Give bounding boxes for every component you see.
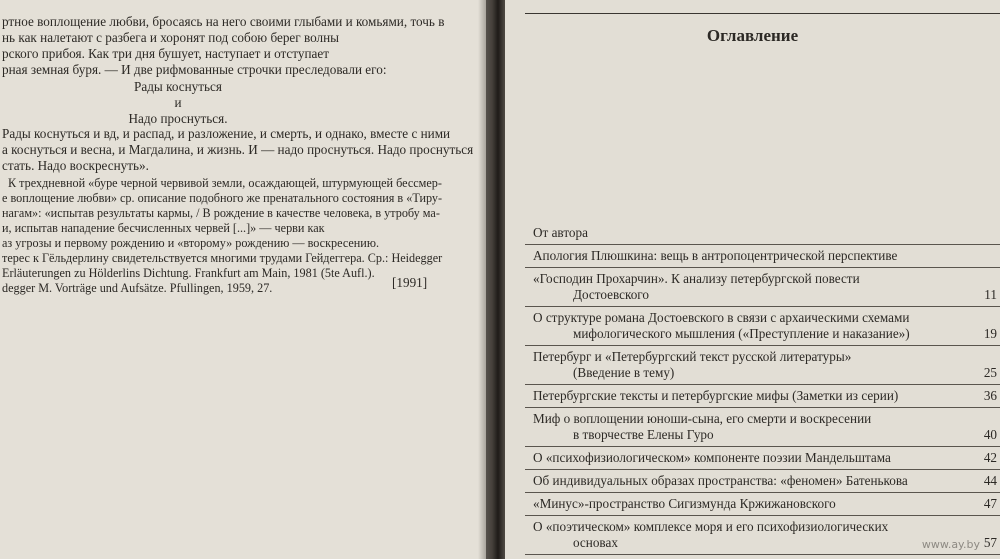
footnote-line: аз угрозы и первому рождению и «второму» рождению — воскресению. [2,236,379,250]
footnote-line: Erläuterungen zu Hölderlins Dichtung. Frankfurt am Main, 1981 (5te Aufl.). [2,266,375,280]
right-page [505,0,1000,559]
toc-entry-title: «Господин Прохарчин». К анализу петербургской повести [533,271,860,286]
toc-entry [525,385,1000,408]
toc-entry-title: Об индивидуальных образах пространства: «феномен» Батенькова [533,473,908,488]
toc-entry [525,346,1000,385]
left-page [0,0,486,559]
text-line: Рады коснуться и вд, и распад, и разложение, и смерть, и однако, вместе с ними [2,126,451,141]
footnote-line: К трехдневной «буре черной червивой земли, осаждающей, штурмующей бессмер- [8,176,442,190]
text-line: стать. Надо воскреснуть». [2,158,149,173]
verse-line: и [174,95,182,110]
toc-entry-title: Петербургские тексты и петербургские мифы (Заметки из серии) [533,388,899,403]
toc-entry [525,408,1000,447]
toc-page-number: 11 [984,287,997,302]
footnote-line: нагам»: «испытав результаты кармы, / В рождение в качестве человека, в утробу ма- [2,206,440,220]
toc-page-number: 47 [983,496,997,511]
toc-entry [525,493,1000,516]
toc-page-number: 57 [983,535,997,550]
toc-entry [525,470,1000,493]
toc-entry-title: О структуре романа Достоевского в связи с архаическими схемами [533,310,910,325]
toc-entry-title: (Введение в тему) [573,365,675,380]
page-title: Оглавление [706,26,799,45]
date-label: [1991] [392,275,428,290]
verse-line: Рады коснуться [134,79,222,94]
footnote-line: degger M. Vorträge und Aufsätze. Pfullingen, 1959, 27. [2,281,273,295]
toc-entry-title: основах [573,535,618,550]
toc-entry-title: Достоевского [573,287,649,302]
toc-entry [525,268,1000,307]
footnote-line: и, испытав нападение бесчисленных червей [...]» — черви как [2,221,325,235]
toc-entry-title: От автора [533,225,588,240]
toc-page-number: 19 [983,326,997,341]
footnote-line: е воплощение любви» ср. описание подобного же пренатального состояния в «Тиру- [2,191,443,205]
toc-page-number: 42 [983,450,997,465]
top-rule [525,13,1000,14]
text-line: рского прибоя. Как три дня бушует, наступает и отступает [2,46,329,61]
toc-entry [525,222,1000,245]
toc-entry-title: О «психофизиологическом» компоненте поэзии Мандельштама [533,450,891,465]
text-line: ртное воплощение любви, бросаясь на него своими глыбами и комьями, точь в [2,14,445,29]
toc-entry-title: «Минус»-пространство Сигизмунда Кржижановского [533,496,836,511]
toc-entry-title: мифологического мышления («Преступление и наказание») [573,326,910,341]
toc-page-number: 25 [983,365,997,380]
footnote-line: терес к Гёльдерлину свидетельствуется многими трудами Гейдеггера. Ср.: Heidegger [2,251,443,265]
verse-line: Надо проснуться. [128,111,228,126]
toc-entry [525,447,1000,470]
toc-entry-title: Миф о воплощении юноши-сына, его смерти и воскресении [533,411,872,426]
text-line: нь как налетают с разбега и хоронят под собою берег волны [2,30,340,45]
toc-entry-title: О «поэтическом» комплексе моря и его психофизиологических [533,519,889,534]
table-of-contents [525,222,1000,555]
toc-entry-title: Петербург и «Петербургский текст русской литературы» [533,349,852,364]
text-line: а коснуться и весна, и Магдалина, и жизнь. И — надо проснуться. Надо проснуться [2,142,474,157]
toc-page-number: 44 [983,473,997,488]
toc-page-number: 40 [983,427,997,442]
toc-entry-title: в творчестве Елены Гуро [573,427,714,442]
toc-entry [525,245,1000,268]
watermark: www.ay.by [921,538,980,551]
text-line: рная земная буря. — И две рифмованные строчки преследовали его: [2,62,387,77]
toc-entry-title: Апология Плюшкина: вещь в антропоцентрической перспективе [533,248,898,263]
toc-page-number: 36 [983,388,997,403]
toc-entry [525,307,1000,346]
